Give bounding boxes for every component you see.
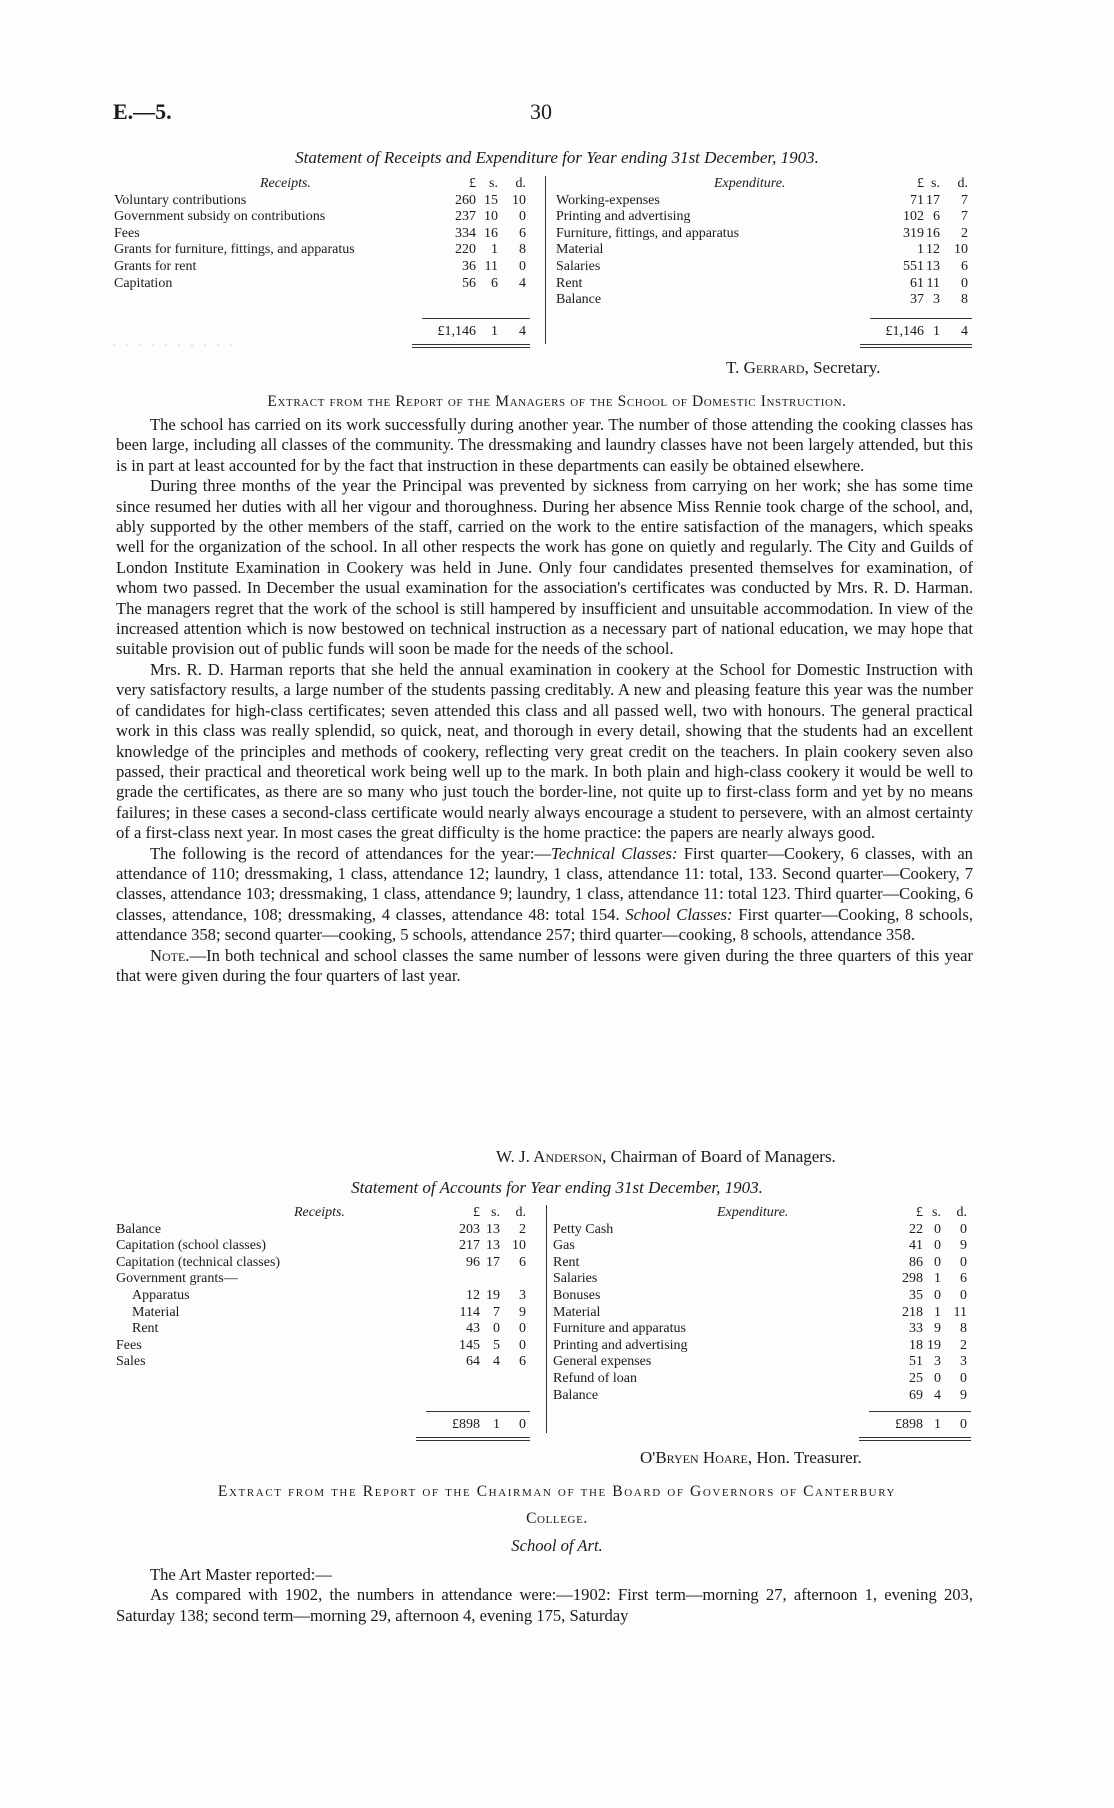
- ledger-label: General expenses: [553, 1354, 652, 1370]
- ledger-header-row: [553, 1205, 968, 1222]
- ledger-row: [116, 1321, 540, 1338]
- pence-value: 0: [519, 209, 526, 225]
- note-text: —In both technical and school classes the same number of lessons were given during the three quarters of this year that were given during the four quarters of last year.: [116, 945, 973, 985]
- ledger-row: [556, 276, 968, 293]
- total-pounds: £1,146: [437, 324, 476, 339]
- ledger-row: [114, 226, 540, 243]
- statement2-expenditure: [553, 1205, 968, 1432]
- ledger-row: [556, 292, 968, 309]
- ledger-label: Government subsidy on contributions: [114, 209, 326, 225]
- text-run: The following is the record of attendances for the year:—: [150, 843, 552, 863]
- ledger-row: [116, 1354, 540, 1371]
- ledger-label: Rent: [132, 1321, 159, 1337]
- ledger-label: Furniture, fittings, and apparatus: [556, 225, 740, 241]
- ink-smudge: · · · · · · · · · ·: [112, 338, 236, 352]
- signature-title: Chairman of Board of Managers.: [610, 1147, 836, 1166]
- total-shillings: 1: [933, 324, 940, 339]
- pounds-value: 319: [903, 225, 924, 241]
- ledger-label: Voluntary contributions: [114, 192, 247, 208]
- pounds-value: 37: [910, 292, 924, 308]
- shillings-value: 13: [486, 1221, 500, 1237]
- ledger-label: Refund of loan: [553, 1370, 637, 1386]
- extract2-heading: Extract from the Report of the Chairman of the Board of Governors of Canterbury: [217, 1483, 897, 1500]
- extract1-signature: [496, 1147, 836, 1167]
- pence-value: 6: [519, 225, 526, 241]
- pence-value: 3: [960, 1354, 967, 1370]
- total-pounds: £898: [452, 1417, 480, 1432]
- total-shillings: 1: [934, 1417, 941, 1432]
- pence-value: 8: [960, 1321, 967, 1337]
- ledger-label: Material: [556, 242, 604, 258]
- shillings-value: 3: [933, 292, 940, 308]
- signature-title: Secretary.: [813, 358, 881, 377]
- pence-value: 0: [960, 1254, 967, 1270]
- shillings-header: s.: [931, 176, 940, 191]
- pence-value: 8: [519, 242, 526, 258]
- shillings-value: 17: [486, 1254, 500, 1270]
- paragraph: During three months of the year the Principal was prevented by sickness from carrying on her work; she has some time since resumed her duties with all her vigour and thoroughness. During her absence Miss Rennie took charge of the school, and, ably supported by the other members of the staff, carried on the work to the entire satisfaction of the managers, which speaks well for the organization of the school. In all other respects the work has gone on quietly and regularly. The City and Guilds of London Institute Examination in Cookery was held in June. Only four candidates presented themselves for examination, of whom two passed. In December the usual examination for the association's certificates was conducted by Mrs. R. D. Harman. The managers regret that the work of the school is still hampered by insufficient and unsuitable accommodation. In view of the increased attention which is now bestowed on technical instruction as a necessary part of national education, we may hope that suitable provision out of public funds will soon be made for the needs of the school.: [116, 476, 973, 659]
- pounds-value: 71: [910, 192, 924, 208]
- pence-value: 6: [519, 1354, 526, 1370]
- shillings-value: 19: [927, 1337, 941, 1353]
- document-reference: E.—5.: [113, 99, 172, 124]
- ledger-row: [116, 1271, 540, 1288]
- section-heading: Receipts.: [260, 176, 311, 191]
- ledger-label: Rent: [556, 275, 583, 291]
- total-rule-double: [412, 347, 530, 348]
- pence-value: 0: [961, 275, 968, 291]
- shillings-header: s.: [489, 176, 498, 191]
- total-pence: 0: [519, 1417, 526, 1432]
- pounds-value: 237: [455, 209, 476, 225]
- shillings-value: 10: [484, 209, 498, 225]
- ledger-row: [114, 209, 540, 226]
- total-rule-bottom: [859, 1437, 971, 1438]
- pounds-header: £: [917, 176, 924, 191]
- ledger-label: Rent: [553, 1254, 580, 1270]
- ledger-total-row: [116, 1417, 540, 1434]
- paragraph: [116, 844, 973, 946]
- ledger-label: Capitation: [114, 275, 173, 291]
- pence-value: 8: [961, 292, 968, 308]
- pence-header: d.: [957, 176, 968, 191]
- pence-value: 9: [519, 1304, 526, 1320]
- shillings-value: 11: [484, 258, 498, 274]
- total-pounds: £898: [895, 1417, 923, 1432]
- total-rule-bottom: [416, 1437, 530, 1438]
- shillings-value: 12: [926, 242, 940, 258]
- statement1-signature: [726, 358, 880, 378]
- total-rule-top: [426, 1411, 530, 1412]
- pounds-value: 41: [909, 1238, 923, 1254]
- ledger-header-row: [556, 176, 968, 193]
- total-rule-bottom: [860, 344, 972, 345]
- statement2-receipts: [116, 1205, 540, 1432]
- total-pence: 0: [960, 1417, 967, 1432]
- ledger-label: Working-expenses: [556, 192, 660, 208]
- pence-value: 6: [519, 1254, 526, 1270]
- ledger-row: [556, 259, 968, 276]
- ledger-label: Capitation (technical classes): [116, 1254, 281, 1270]
- ledger-label: Fees: [116, 1337, 142, 1353]
- pence-value: 3: [519, 1287, 526, 1303]
- pence-header: d.: [515, 1205, 526, 1220]
- total-rule-top: [870, 318, 972, 319]
- pounds-value: 25: [909, 1370, 923, 1386]
- text-run: School Classes:: [625, 904, 733, 924]
- ledger-label: Grants for furniture, fittings, and apparatus: [114, 242, 355, 258]
- pence-value: 2: [961, 225, 968, 241]
- ledger-label: Material: [132, 1304, 180, 1320]
- text-run: First quarter—Cookery, 6 classes, with an attendance of 110; dressmaking, 1 class, attendance 12; laundry, 1 class, attendance 11: total, 133. Second quarter—Cookery, 7 classes, attendance 103; dressmaking, 1 class, attendance 9; laundry, 1 class, attendance 11: total 123. Third quarter—Cooking, 6 classes, attendance, 108; dressmaking, 4 classes, attendance 48: total 154.: [116, 843, 973, 924]
- shillings-value: 16: [484, 225, 498, 241]
- pounds-header: £: [916, 1205, 923, 1220]
- pounds-value: 69: [909, 1387, 923, 1403]
- signature-name: T. Gerrard,: [726, 358, 809, 377]
- ledger-header-row: [114, 176, 540, 193]
- ledger-row: [114, 242, 540, 259]
- ledger-row: [116, 1305, 540, 1322]
- pounds-value: 61: [910, 275, 924, 291]
- total-rule-double: [416, 1440, 530, 1441]
- ledger-label: Salaries: [553, 1271, 598, 1287]
- pence-value: 4: [519, 275, 526, 291]
- pounds-value: 64: [466, 1354, 480, 1370]
- pounds-value: 220: [455, 242, 476, 258]
- pence-value: 0: [960, 1287, 967, 1303]
- ledger-header-row: [116, 1205, 540, 1222]
- pounds-value: 551: [903, 258, 924, 274]
- shillings-value: 0: [934, 1287, 941, 1303]
- pence-value: 10: [512, 1238, 526, 1254]
- paragraph: As compared with 1902, the numbers in attendance were:—1902: First term—morning 27, afternoon 1, evening 203, Saturday 138; second term—morning 29, afternoon 4, evening 175, Saturday: [116, 1585, 973, 1625]
- shillings-header: s.: [932, 1205, 941, 1220]
- extract2-body: [116, 1565, 973, 1626]
- ledger-row: [553, 1338, 968, 1355]
- pounds-value: 114: [459, 1304, 480, 1320]
- statement1-expenditure: [556, 176, 968, 339]
- ledger-label: Government grants—: [116, 1271, 238, 1287]
- pounds-value: 218: [902, 1304, 923, 1320]
- ledger-label: Salaries: [556, 258, 601, 274]
- ledger-row: [556, 209, 968, 226]
- ledger-row: [553, 1321, 968, 1338]
- extract1-body: [116, 415, 973, 986]
- pounds-header: £: [469, 176, 476, 191]
- total-pence: 4: [961, 324, 968, 339]
- pounds-value: 96: [466, 1254, 480, 1270]
- shillings-value: 0: [934, 1221, 941, 1237]
- total-rule-double: [860, 347, 972, 348]
- pence-value: 7: [961, 209, 968, 225]
- text-run: First quarter—Cooking, 8 schools, attendance 358; second quarter—cooking, 5 schools, attendance 257; third quarter—cooking, 8 schools, attendance 358.: [116, 904, 973, 945]
- note-label: Note.: [150, 945, 190, 965]
- shillings-value: 0: [934, 1254, 941, 1270]
- pence-value: 2: [960, 1337, 967, 1353]
- text-run: Technical Classes:: [551, 843, 678, 863]
- shillings-value: 1: [934, 1304, 941, 1320]
- shillings-value: 11: [926, 275, 940, 291]
- ledger-label: Printing and advertising: [556, 209, 691, 225]
- statement2-divider: [546, 1205, 547, 1433]
- ledger-label: Apparatus: [132, 1287, 190, 1303]
- statement1-receipts: [114, 176, 540, 339]
- ledger-label: Furniture and apparatus: [553, 1321, 686, 1337]
- shillings-value: 7: [493, 1304, 500, 1320]
- shillings-value: 19: [486, 1287, 500, 1303]
- signature-name: W. J. Anderson,: [496, 1147, 607, 1166]
- shillings-value: 0: [934, 1370, 941, 1386]
- total-rule-double: [859, 1440, 971, 1441]
- pence-value: 0: [519, 1321, 526, 1337]
- pounds-header: £: [473, 1205, 480, 1220]
- pounds-value: 1: [917, 242, 924, 258]
- shillings-header: s.: [491, 1205, 500, 1220]
- pounds-value: 33: [909, 1321, 923, 1337]
- shillings-value: 13: [926, 258, 940, 274]
- ledger-label: Grants for rent: [114, 258, 197, 274]
- ledger-row: [553, 1222, 968, 1239]
- paragraph: Mrs. R. D. Harman reports that she held the annual examination in cookery at the School for Domestic Instruction with very satisfactory results, a large number of the students passing creditably. A new and pleasing feature this year was the number of candidates for high-class certificates; seven attended this class and all passed well, two with honours. The general practical work in this class was really splendid, so quick, neat, and thorough in every detail, showing that the students had an excellent knowledge of the principles and methods of cookery, reflecting very great credit on the teachers. In plain cookery seven also passed, their practical and theoretical work being well up to the mark. In both plain and high-class cookery it would be well to grade the certificates, as there are so many who just touch the border-line, not quite up to first-class form and yet by no means failures; in these cases a second-class certificate would nearly always encourage a student to persevere, with an almost certainty of a first-class next year. In most cases the great difficulty is the home practice: the papers are nearly always good.: [116, 659, 973, 843]
- pence-header: d.: [515, 176, 526, 191]
- ledger-label: Printing and advertising: [553, 1337, 688, 1353]
- ledger-row: [553, 1354, 968, 1371]
- ledger-total-row: [553, 1417, 968, 1434]
- shillings-value: 9: [934, 1321, 941, 1337]
- total-shillings: 1: [493, 1417, 500, 1432]
- pence-value: 9: [960, 1387, 967, 1403]
- section-heading: Expenditure.: [717, 1205, 789, 1220]
- shillings-value: 13: [486, 1238, 500, 1254]
- pounds-value: 12: [466, 1287, 480, 1303]
- statement2-signature: [640, 1448, 862, 1468]
- shillings-value: 6: [491, 275, 498, 291]
- ledger-row: [553, 1288, 968, 1305]
- ledger-label: Fees: [114, 225, 140, 241]
- pence-value: 2: [519, 1221, 526, 1237]
- ledger-row: [553, 1371, 968, 1388]
- page-number: 30: [530, 99, 552, 124]
- pounds-value: 260: [455, 192, 476, 208]
- ledger-row: [116, 1338, 540, 1355]
- pounds-value: 102: [903, 209, 924, 225]
- section-heading: Expenditure.: [714, 176, 786, 191]
- total-pence: 4: [519, 324, 526, 339]
- ledger-label: Balance: [116, 1221, 162, 1237]
- pence-value: 10: [512, 192, 526, 208]
- ledger-row: [553, 1388, 968, 1405]
- ledger-label: Material: [553, 1304, 601, 1320]
- shillings-value: 15: [484, 192, 498, 208]
- ledger-row: [114, 193, 540, 210]
- ledger-row: [553, 1255, 968, 1272]
- pence-value: 11: [953, 1304, 967, 1320]
- total-rule-bottom: [412, 344, 530, 345]
- pence-value: 0: [960, 1370, 967, 1386]
- ledger-label: Gas: [553, 1238, 575, 1254]
- ledger-total-row: [556, 324, 968, 341]
- total-rule-top: [869, 1411, 971, 1412]
- pounds-value: 203: [459, 1221, 480, 1237]
- pounds-value: 217: [459, 1238, 480, 1254]
- pence-value: 0: [519, 1337, 526, 1353]
- ledger-label: Capitation (school classes): [116, 1238, 267, 1254]
- ledger-label: Bonuses: [553, 1287, 601, 1303]
- shillings-value: 1: [491, 242, 498, 258]
- ledger-row: [116, 1238, 540, 1255]
- statement1-divider: [545, 176, 546, 344]
- shillings-value: 0: [934, 1238, 941, 1254]
- ledger-row: [553, 1305, 968, 1322]
- ledger-label: Balance: [553, 1387, 599, 1403]
- shillings-value: 5: [493, 1337, 500, 1353]
- ledger-row: [116, 1288, 540, 1305]
- total-rule-top: [422, 318, 530, 319]
- intro-line: The Art Master reported:—: [150, 1565, 333, 1584]
- ledger-row: [556, 226, 968, 243]
- pence-value: 0: [960, 1221, 967, 1237]
- pounds-value: 145: [459, 1337, 480, 1353]
- total-pounds: £1,146: [885, 324, 924, 339]
- ledger-row: [114, 259, 540, 276]
- shillings-value: 4: [934, 1387, 941, 1403]
- ledger-row: [553, 1238, 968, 1255]
- pounds-value: 18: [909, 1337, 923, 1353]
- section-heading: Receipts.: [294, 1205, 345, 1220]
- signature-name: O'Bryen Hoare,: [640, 1448, 753, 1467]
- ledger-row: [114, 276, 540, 293]
- pence-value: 6: [960, 1271, 967, 1287]
- total-shillings: 1: [491, 324, 498, 339]
- shillings-value: 3: [934, 1354, 941, 1370]
- ledger-label: Petty Cash: [553, 1221, 614, 1237]
- pounds-value: 51: [909, 1354, 923, 1370]
- ledger-row: [553, 1271, 968, 1288]
- pence-value: 7: [961, 192, 968, 208]
- pounds-value: 56: [462, 275, 476, 291]
- shillings-value: 4: [493, 1354, 500, 1370]
- ledger-label: Sales: [116, 1354, 146, 1370]
- shillings-value: 0: [493, 1321, 500, 1337]
- extract2-subheading: School of Art.: [511, 1536, 603, 1555]
- pounds-value: 36: [462, 258, 476, 274]
- signature-title: Hon. Treasurer.: [756, 1448, 862, 1467]
- pounds-value: 22: [909, 1221, 923, 1237]
- pence-header: d.: [956, 1205, 967, 1220]
- statement1-title: Statement of Receipts and Expenditure for Year ending 31st December, 1903.: [295, 148, 819, 167]
- pounds-value: 86: [909, 1254, 923, 1270]
- extract2-heading-line2: College.: [526, 1510, 588, 1527]
- ledger-row: [116, 1255, 540, 1272]
- statement2-title: Statement of Accounts for Year ending 31st December, 1903.: [351, 1178, 763, 1197]
- pence-value: 10: [954, 242, 968, 258]
- pounds-value: 35: [909, 1287, 923, 1303]
- shillings-value: 1: [934, 1271, 941, 1287]
- pence-value: 9: [960, 1238, 967, 1254]
- paragraph: [116, 946, 973, 987]
- shillings-value: 6: [933, 209, 940, 225]
- ledger-label: Balance: [556, 292, 602, 308]
- ledger-row: [556, 242, 968, 259]
- pounds-value: 298: [902, 1271, 923, 1287]
- paragraph: The school has carried on its work successfully during another year. The number of those attending the cooking classes has been large, including all classes of the community. The dressmaking and laundry classes have not been largely attended, but this is in part at least accounted for by the fact that instruction in these departments can easily be obtained elsewhere.: [116, 415, 973, 475]
- shillings-value: 17: [926, 192, 940, 208]
- ledger-row: [556, 193, 968, 210]
- pence-value: 0: [519, 258, 526, 274]
- shillings-value: 16: [926, 225, 940, 241]
- extract1-heading: Extract from the Report of the Managers of the School of Domestic Instruction.: [267, 393, 847, 410]
- ledger-row: [116, 1222, 540, 1239]
- pence-value: 6: [961, 258, 968, 274]
- pounds-value: 334: [455, 225, 476, 241]
- pounds-value: 43: [466, 1321, 480, 1337]
